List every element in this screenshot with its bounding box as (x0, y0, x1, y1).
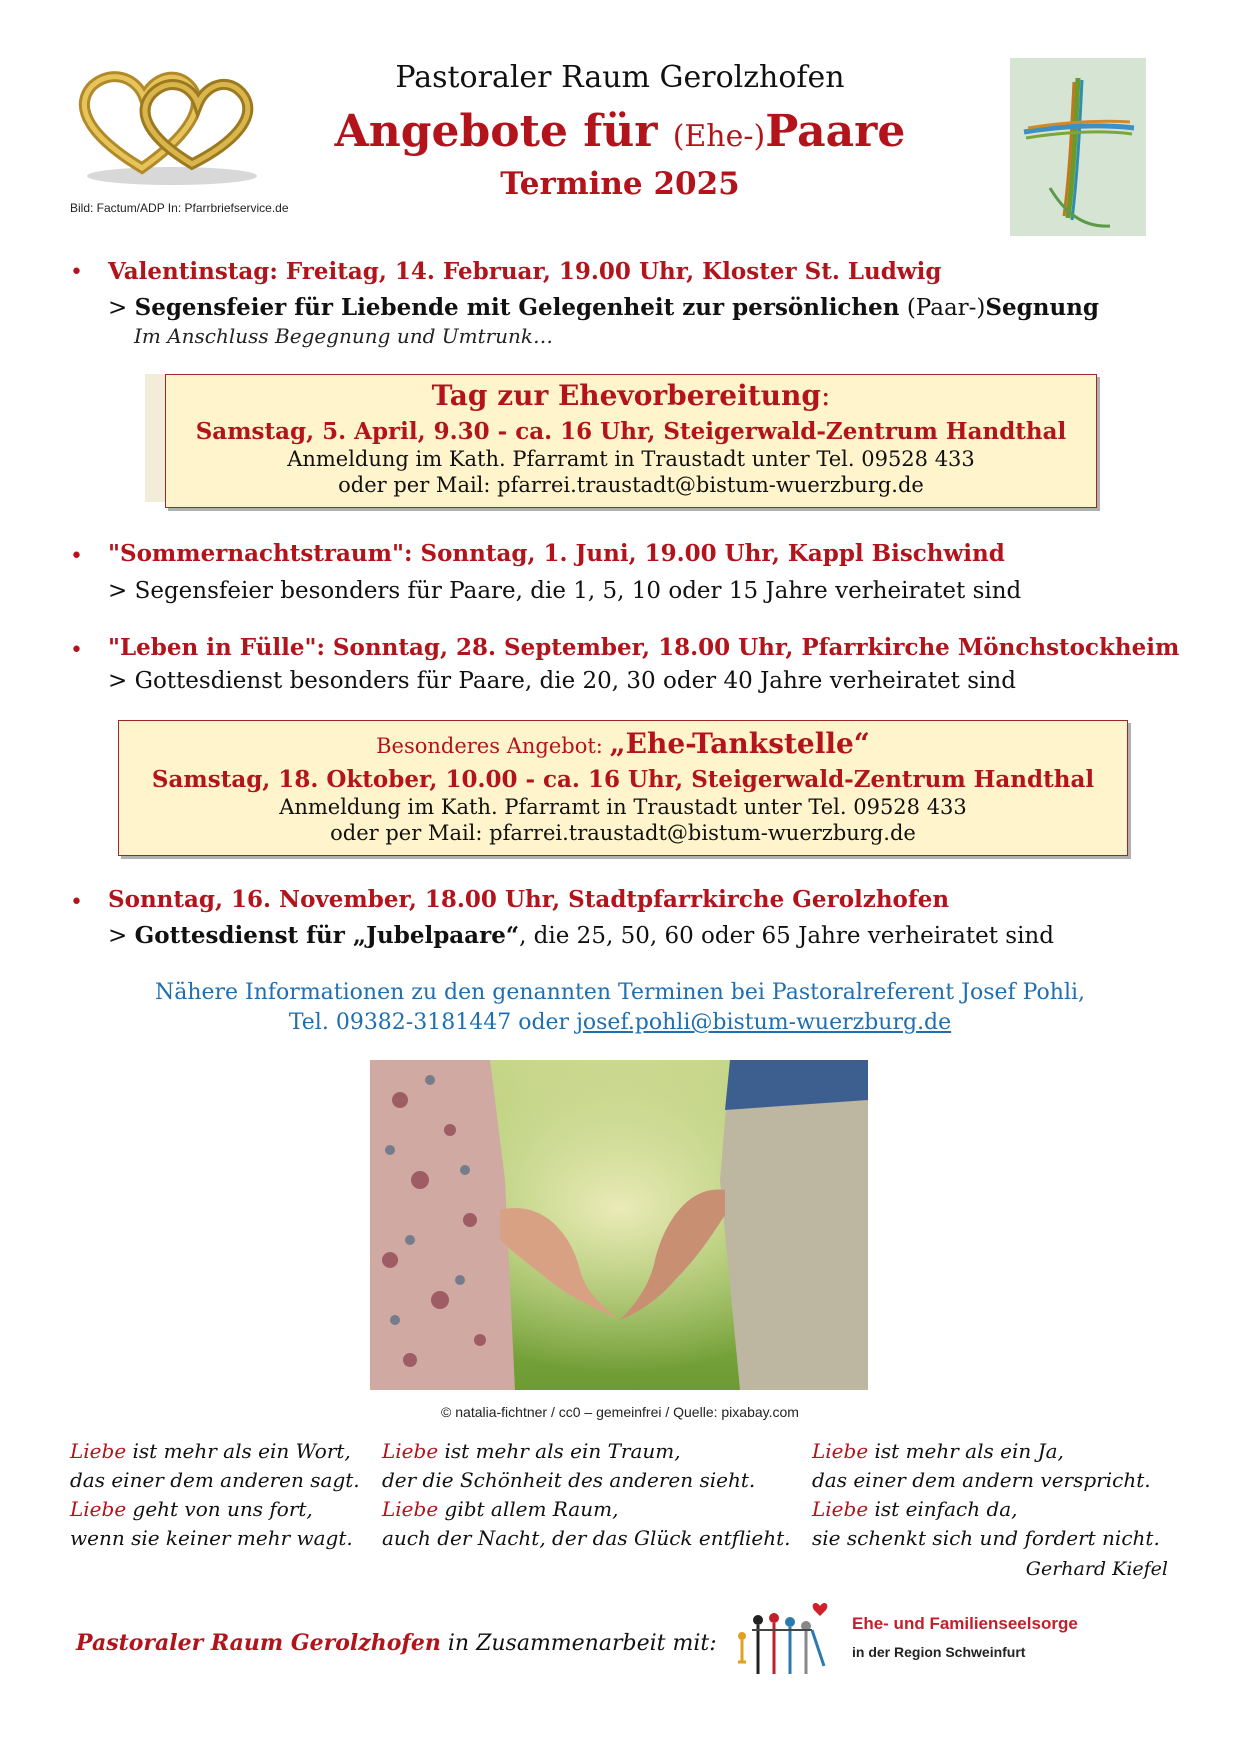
title-part: Angebote für (334, 106, 673, 157)
image-credit: Bild: Factum/ADP In: Pfarrbriefservice.de (70, 201, 289, 215)
desc-bold: Gottesdienst für „Jubelpaare“ (134, 922, 520, 949)
box-mail: oder per Mail: pfarrei.traustadt@bistum-wuerzburg.de (330, 821, 916, 845)
event-title-jubelpaare: Sonntag, 16. November, 18.00 Uhr, Stadtpfarrkirche Gerolzhofen (108, 886, 950, 913)
poem-text: das einer dem andern verspricht. (812, 1468, 1151, 1492)
desc-bold: Segnung (985, 294, 1099, 321)
box-signup: Anmeldung im Kath. Pfarramt in Traustadt unter Tel. 09528 433 (287, 447, 975, 471)
poem-line (70, 1437, 360, 1466)
contact-phone: Tel. 09382-3181447 oder (288, 1010, 577, 1035)
box-heading (166, 379, 1096, 412)
poem-text: gibt allem Raum, (438, 1497, 619, 1521)
desc-normal: (Paar-) (899, 295, 986, 321)
poem-column-3 (812, 1437, 1160, 1553)
box-heading-text: Tag zur Ehevorbereitung (431, 379, 821, 412)
poem-keyword: Liebe (70, 1439, 127, 1463)
arrow-prefix: > (108, 923, 135, 949)
event-description (108, 294, 1099, 321)
ehe-tankstelle-box (118, 720, 1128, 856)
box-heading-prefix: Besonderes Angebot: (376, 734, 610, 758)
desc-normal: , die 25, 50, 60 oder 65 Jahre verheiratet sind (519, 923, 1054, 949)
poem-line (70, 1524, 360, 1553)
desc-bold: Segensfeier für Liebende mit Gelegenheit zur persönlichen (134, 294, 900, 321)
arrow-prefix: > (108, 295, 135, 321)
poem-text: ist mehr als ein Ja, (868, 1439, 1064, 1463)
poem-text: ist mehr als ein Traum, (438, 1439, 681, 1463)
poem-text: auch der Nacht, der das Glück entflieht. (382, 1526, 791, 1550)
box-heading (119, 727, 1127, 760)
poem-column-2 (382, 1437, 791, 1553)
footer-org: Pastoraler Raum Gerolzhofen (76, 1630, 441, 1656)
poem-text: geht von uns fort, (126, 1497, 313, 1521)
family-figures-logo-icon (728, 1600, 838, 1680)
bullet: • (70, 544, 83, 569)
box-signup: Anmeldung im Kath. Pfarramt in Traustadt unter Tel. 09528 433 (279, 795, 967, 819)
poem-line (382, 1466, 791, 1495)
poem-column-1 (70, 1437, 360, 1553)
event-title-sommernachtstraum: "Sommernachtstraum": Sonntag, 1. Juni, 19.00 Uhr, Kappl Bischwind (108, 540, 1005, 567)
box-mail: oder per Mail: pfarrei.traustadt@bistum-wuerzburg.de (338, 473, 924, 497)
poem-author: Gerhard Kiefel (1025, 1558, 1168, 1580)
cross-image (1010, 58, 1146, 236)
footer-text (76, 1630, 717, 1656)
partner-logo-subtitle: in der Region Schweinfurt (852, 1644, 1026, 1660)
box-date: Samstag, 18. Oktober, 10.00 - ca. 16 Uhr, Steigerwald-Zentrum Handthal (151, 766, 1095, 793)
poem-line (382, 1437, 791, 1466)
poem-line (382, 1524, 791, 1553)
poem-line (382, 1495, 791, 1524)
couple-hands-heart-photo (370, 1060, 868, 1390)
contact-email-link[interactable]: josef.pohli@bistum-wuerzburg.de (576, 1010, 952, 1035)
bullet: • (70, 260, 83, 285)
poem-line (70, 1495, 360, 1524)
box-heading-colon: : (820, 379, 831, 412)
bullet: • (70, 638, 83, 663)
poem-text: sie schenkt sich und fordert nicht. (812, 1526, 1160, 1550)
event-note: Im Anschluss Begegnung und Umtrunk… (134, 324, 554, 348)
organization-name: Pastoraler Raum Gerolzhofen (395, 60, 845, 95)
poem-keyword: Liebe (812, 1439, 869, 1463)
poem-line (812, 1437, 1160, 1466)
poem-text: ist einfach da, (868, 1497, 1018, 1521)
poem-line (812, 1495, 1160, 1524)
box-heading-text: „Ehe-Tankstelle“ (609, 727, 870, 760)
footer-cooperation: in Zusammenarbeit mit: (440, 1631, 717, 1656)
poem-keyword: Liebe (812, 1497, 869, 1521)
poem-line (812, 1524, 1160, 1553)
poem-keyword: Liebe (382, 1439, 439, 1463)
event-description: > Gottesdienst besonders für Paare, die 20, 30 oder 40 Jahre verheiratet sind (108, 668, 1016, 694)
poem-text: der die Schönheit des anderen sieht. (382, 1468, 756, 1492)
page-subtitle: Termine 2025 (500, 166, 740, 202)
event-description (108, 922, 1054, 949)
poem-line (812, 1466, 1160, 1495)
bullet: • (70, 890, 83, 915)
box-date: Samstag, 5. April, 9.30 - ca. 16 Uhr, Steigerwald-Zentrum Handthal (195, 418, 1067, 445)
poem-text: ist mehr als ein Wort, (126, 1439, 351, 1463)
poem-line (70, 1466, 360, 1495)
title-part: Paare (765, 106, 906, 157)
poem-text: das einer dem anderen sagt. (70, 1468, 360, 1492)
event-title-valentinstag: Valentinstag: Freitag, 14. Februar, 19.00 Uhr, Kloster St. Ludwig (108, 258, 942, 285)
contact-line (0, 1008, 1240, 1038)
contact-line: Nähere Informationen zu den genannten Terminen bei Pastoralreferent Josef Pohli, (154, 980, 1086, 1005)
ehevorbereitung-box (165, 374, 1097, 508)
event-description: > Segensfeier besonders für Paare, die 1, 5, 10 oder 15 Jahre verheiratet sind (108, 578, 1022, 604)
event-title-leben-in-fuelle: "Leben in Fülle": Sonntag, 28. September, 18.00 Uhr, Pfarrkirche Mönchstockheim (108, 634, 1180, 661)
poem-keyword: Liebe (382, 1497, 439, 1521)
partner-logo-title: Ehe- und Familienseelsorge (852, 1614, 1078, 1633)
title-part-small: (Ehe-) (672, 119, 766, 154)
poem-keyword: Liebe (70, 1497, 127, 1521)
contact-info (0, 978, 1240, 1038)
photo-credit: © natalia-fichtner / cc0 – gemeinfrei / Quelle: pixabay.com (441, 1404, 799, 1420)
poem-text: wenn sie keiner mehr wagt. (70, 1526, 353, 1550)
